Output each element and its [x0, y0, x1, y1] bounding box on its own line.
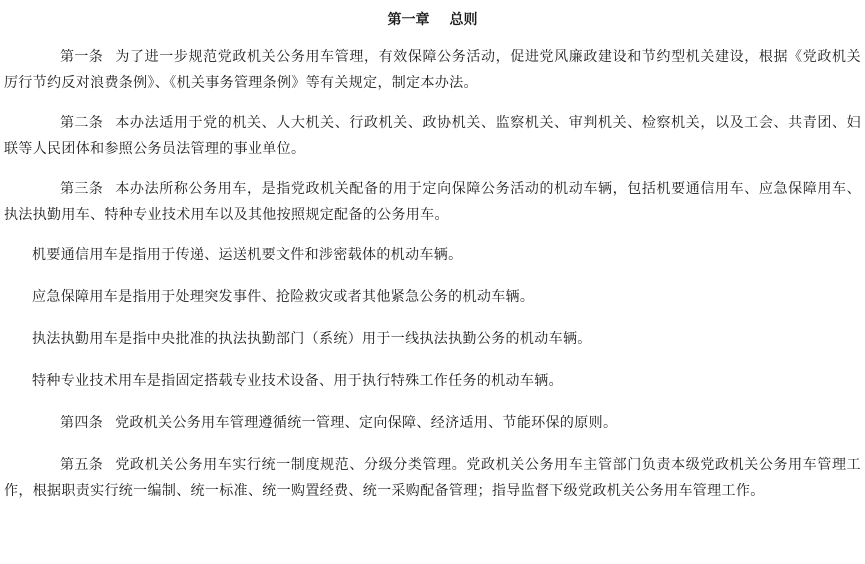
- article-text: 本办法适用于党的机关、人大机关、行政机关、政协机关、监察机关、审判机关、检察机关，以及工会、共青团、妇联等人民团体和参照公务员法管理的事业单位。: [4, 115, 861, 157]
- article-4: [4, 410, 861, 436]
- article-number: 第四条: [60, 415, 104, 431]
- definition-law-enforcement-vehicle: [4, 326, 861, 352]
- article-number: 第五条: [60, 457, 104, 473]
- article-text: 党政机关公务用车管理遵循统一管理、定向保障、经济适用、节能环保的原则。: [115, 415, 618, 431]
- definition-confidential-vehicle: [4, 242, 861, 268]
- article-text: 党政机关公务用车实行统一制度规范、分级分类管理。党政机关公务用车主管部门负责本级党政机关公务用车管理工作，根据职责实行统一编制、统一标准、统一购置经费、统一采购配备管理；指导监督下级党政机关公务用车管理工作。: [4, 457, 861, 499]
- article-5: [4, 452, 861, 504]
- definition-special-technical-vehicle: [4, 368, 861, 394]
- article-number: 第三条: [60, 181, 104, 197]
- chapter-number: 第一章: [387, 12, 430, 28]
- article-2: [4, 110, 861, 162]
- definition-emergency-vehicle: [4, 284, 861, 310]
- article-3: [4, 176, 861, 228]
- chapter-heading: [4, 10, 861, 30]
- document-body: [4, 10, 861, 518]
- paragraph-text: 特种专业技术用车是指固定搭载专业技术设备、用于执行特殊工作任务的机动车辆。: [32, 373, 563, 389]
- article-number: 第一条: [60, 49, 104, 65]
- article-number: 第二条: [60, 115, 104, 131]
- article-text: 为了进一步规范党政机关公务用车管理，有效保障公务活动，促进党风廉政建设和节约型机关建设，根据《党政机关厉行节约反对浪费条例》、《机关事务管理条例》等有关规定，制定本办法。: [4, 49, 861, 91]
- article-text: 本办法所称公务用车，是指党政机关配备的用于定向保障公务活动的机动车辆，包括机要通信用车、应急保障用车、执法执勤用车、特种专业技术用车以及其他按照规定配备的公务用车。: [4, 181, 861, 223]
- article-1: [4, 44, 861, 96]
- paragraph-text: 执法执勤用车是指中央批准的执法执勤部门（系统）用于一线执法执勤公务的机动车辆。: [32, 331, 592, 347]
- chapter-name: 总则: [449, 12, 478, 28]
- paragraph-text: 应急保障用车是指用于处理突发事件、抢险救灾或者其他紧急公务的机动车辆。: [32, 289, 535, 305]
- paragraph-text: 机要通信用车是指用于传递、运送机要文件和涉密载体的机动车辆。: [32, 247, 463, 263]
